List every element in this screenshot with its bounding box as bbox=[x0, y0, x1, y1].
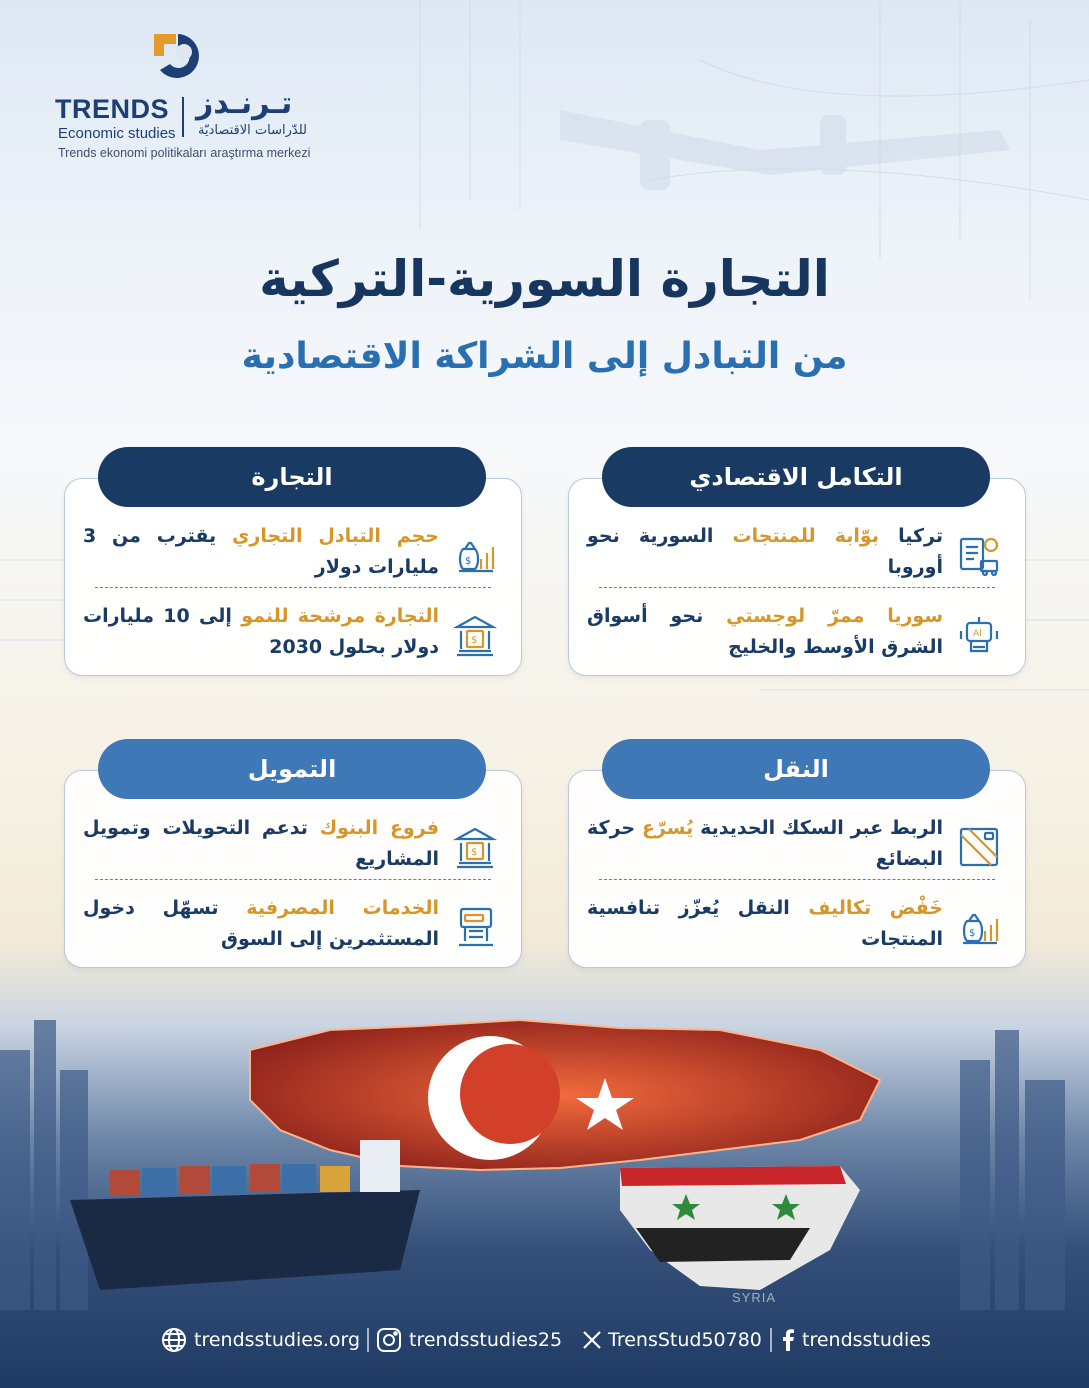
footer-separator bbox=[367, 1328, 369, 1352]
brand-subtitle-ar: للدّراسات الاقتصاديّة bbox=[198, 123, 307, 138]
brand-subtitle-en: Economic studies bbox=[58, 125, 176, 142]
item-text: الخدمات المصرفية تسهّل دخول المستثمرين إلى السوق bbox=[83, 897, 439, 950]
item-text: فروع البنوك تدعم التحويلات وتمويل المشاريع bbox=[83, 817, 439, 870]
card-item bbox=[83, 893, 499, 967]
divider bbox=[599, 879, 995, 880]
footer-x[interactable] bbox=[582, 1322, 762, 1358]
route-map-icon bbox=[955, 823, 1003, 871]
brand-tagline: Trends ekonomi politikaları araştırma merkezi bbox=[58, 146, 311, 160]
card-item bbox=[83, 601, 499, 675]
globe-icon bbox=[160, 1326, 188, 1354]
divider bbox=[95, 587, 491, 588]
card-item bbox=[83, 521, 499, 595]
page-title: التجارة السورية-التركية bbox=[259, 250, 830, 308]
card-trade bbox=[64, 478, 522, 676]
logistics-icon bbox=[955, 531, 1003, 579]
robot-ai-icon bbox=[955, 611, 1003, 659]
footer-facebook-text: trendsstudies bbox=[802, 1329, 931, 1351]
item-text: حجم التبادل التجاري يقترب من 3 مليارات دولار bbox=[83, 525, 439, 578]
instagram-icon bbox=[375, 1326, 403, 1354]
money-growth-icon bbox=[451, 531, 499, 579]
footer-separator bbox=[770, 1328, 772, 1352]
svg-text:AI: AI bbox=[973, 629, 982, 639]
facebook-icon bbox=[780, 1329, 796, 1351]
page-subtitle: من التبادل إلى الشراكة الاقتصادية bbox=[241, 336, 848, 377]
card-transport bbox=[568, 770, 1026, 968]
card-item bbox=[587, 601, 1003, 675]
bank-icon bbox=[451, 823, 499, 871]
card-heading-economic-integration: التكامل الاقتصادي bbox=[602, 447, 990, 507]
card-heading-trade: التجارة bbox=[98, 447, 486, 507]
divider bbox=[95, 879, 491, 880]
footer-social-links bbox=[0, 1322, 1089, 1362]
item-text: تركيا بوّابة للمنتجات السورية نحو أوروبا bbox=[587, 525, 943, 578]
item-text: التجارة مرشحة للنمو إلى 10 مليارات دولار بحلول 2030 bbox=[83, 605, 439, 658]
svg-text:$: $ bbox=[471, 635, 478, 646]
footer-website[interactable] bbox=[160, 1322, 360, 1358]
footer-x-text: TrensStud50780 bbox=[608, 1329, 762, 1351]
card-heading-transport: النقل bbox=[602, 739, 990, 799]
svg-text:$: $ bbox=[471, 847, 478, 858]
card-economic-integration bbox=[568, 478, 1026, 676]
brand-name-ar: تـرنـدز bbox=[196, 86, 293, 121]
card-item bbox=[587, 893, 1003, 967]
item-text: سوريا ممرّ لوجستي نحو أسواق الشرق الأوسط والخليج bbox=[587, 605, 944, 658]
syria-map-label: SYRIA bbox=[732, 1290, 777, 1305]
bank-icon bbox=[451, 611, 499, 659]
cargo-ship-illustration bbox=[70, 1140, 420, 1290]
trends-logo-icon bbox=[150, 30, 200, 82]
footer-instagram[interactable] bbox=[375, 1322, 562, 1358]
svg-text:$: $ bbox=[969, 928, 976, 939]
card-heading-finance: التمويل bbox=[98, 739, 486, 799]
card-item bbox=[83, 813, 499, 887]
svg-text:$: $ bbox=[465, 556, 472, 567]
footer-instagram-text: trendsstudies25 bbox=[409, 1329, 563, 1351]
footer-facebook[interactable] bbox=[780, 1322, 931, 1358]
x-logo-icon bbox=[582, 1330, 602, 1350]
money-growth-icon bbox=[955, 903, 1003, 951]
card-finance bbox=[64, 770, 522, 968]
map-scene-illustration bbox=[0, 990, 1089, 1310]
brand-divider bbox=[182, 97, 184, 137]
card-item bbox=[587, 521, 1003, 595]
item-text: الربط عبر السكك الحديدية يُسرّع حركة البضائع bbox=[587, 817, 943, 870]
turkey-map-shape bbox=[250, 1020, 880, 1170]
divider bbox=[599, 587, 995, 588]
brand-name-en: TRENDS bbox=[55, 94, 170, 124]
card-item bbox=[587, 813, 1003, 887]
item-text: خَفْض تكاليف النقل يُعزّز تنافسية المنتجات bbox=[587, 897, 944, 950]
atm-card-icon bbox=[451, 903, 499, 951]
footer-website-text: trendsstudies.org bbox=[194, 1329, 361, 1351]
